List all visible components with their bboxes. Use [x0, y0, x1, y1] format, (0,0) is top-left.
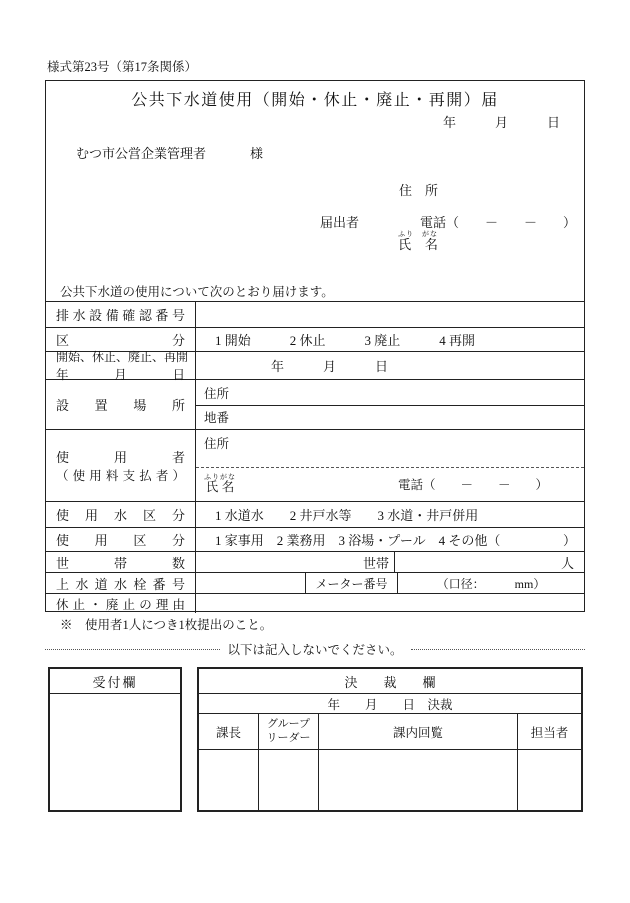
row-change-date	[46, 350, 584, 382]
reception-stamp-area	[50, 694, 180, 810]
user-name-subcell	[196, 468, 584, 500]
approval-stamp-staff	[518, 750, 581, 810]
divider-dotted-line-left	[45, 649, 220, 650]
form-number: 様式第23号（第17条関係）	[47, 60, 198, 74]
submission-note: ※ 使用者1人につき1枚提出のこと。	[60, 618, 273, 632]
approval-stamp-group-leader	[259, 750, 319, 810]
approval-col-group-leader: グループ リーダー	[259, 714, 319, 749]
form-table	[46, 301, 584, 613]
divider-text: 以下は記入しないでください。	[227, 643, 403, 657]
faucet-number-blank-cell	[196, 573, 306, 593]
reason-value-cell	[196, 594, 584, 613]
approval-box	[197, 667, 583, 812]
water-source-label-cell: 使用水区分	[46, 502, 196, 527]
declarant-name-label	[398, 230, 438, 253]
approval-col-circulation: 課内回覧	[319, 714, 518, 749]
addressee-honorific: 様	[250, 146, 264, 161]
row-installation-location	[46, 379, 584, 429]
location-address-subcell: 住所	[196, 380, 584, 406]
approval-stamp-section-chief	[199, 750, 259, 810]
main-form-box	[45, 80, 585, 612]
declarant-address-label: 住 所	[399, 183, 439, 198]
change-date-label-cell: 開始、休止、廃止、再開 年月日	[46, 352, 196, 379]
approval-title: 決 裁 欄	[199, 669, 581, 694]
approval-stamp-row	[199, 750, 581, 810]
approval-date-line: 年 月 日 決裁	[199, 694, 581, 714]
user-phone-label: 電話（ － － ）	[397, 478, 548, 492]
user-label-cell: 使用者 （使用料支払者）	[46, 430, 196, 501]
declarant-phone-label: 電話（ － － ）	[419, 215, 576, 230]
do-not-fill-divider	[45, 640, 585, 658]
household-unit-right-cell: 人	[560, 555, 574, 571]
row-use-category	[46, 527, 584, 551]
category-options-cell: 1 開始 2 休止 3 廃止 4 再開	[215, 333, 476, 348]
use-category-label-cell: 使用区分	[46, 528, 196, 551]
row-household-count	[46, 551, 584, 572]
reception-title: 受付欄	[50, 669, 180, 694]
drainage-number-label-cell: 排水設備確認番号	[46, 302, 196, 327]
water-source-options-cell: 1 水道水 2 井戸水等 3 水道・井戸併用	[215, 508, 479, 523]
approval-col-staff: 担当者	[530, 725, 569, 740]
household-unit-left-cell: 世帯	[196, 552, 395, 572]
location-value-cell	[196, 380, 584, 429]
drainage-number-value-cell	[196, 302, 584, 327]
user-value-cell	[196, 430, 584, 501]
household-label-cell: 世帯数	[46, 552, 196, 572]
faucet-label-cell: 上水道水栓番号	[46, 573, 196, 593]
location-lot-subcell: 地番	[204, 411, 230, 425]
use-category-close-paren: ）	[562, 533, 576, 548]
location-label-cell: 設置場所	[46, 380, 196, 429]
declarant-name-ruby: 氏 名ふり がな	[398, 230, 438, 252]
addressee-line	[76, 143, 263, 162]
meter-number-label-cell: メーター番号	[306, 573, 398, 593]
user-address-subcell: 住所	[196, 430, 584, 468]
change-date-value-cell: 年 月 日	[271, 359, 389, 374]
intro-sentence: 公共下水道の使用について次のとおり届けます。	[60, 285, 334, 299]
row-user	[46, 429, 584, 501]
declarant-label: 届出者	[320, 215, 360, 230]
approval-header-row	[199, 714, 581, 750]
reason-label-cell: 休止・廃止の理由	[46, 594, 196, 613]
row-water-faucet-number	[46, 572, 584, 593]
category-label-cell: 区分	[46, 328, 196, 351]
divider-dotted-line-right	[411, 649, 586, 650]
row-drainage-confirmation-number	[46, 301, 584, 327]
use-category-options-cell: 1 家事用 2 業務用 3 浴場・プール 4 その他（ ）	[196, 528, 584, 551]
approval-stamp-circulation	[319, 750, 518, 810]
row-water-source	[46, 501, 584, 527]
submission-date-line: 年 月 日	[442, 115, 560, 130]
row-suspension-reason	[46, 593, 584, 613]
caliber-cell: （口径： mm）	[436, 576, 546, 591]
user-name-ruby: 氏名ふりがな	[204, 473, 236, 494]
reception-box	[48, 667, 182, 812]
addressee-name: むつ市公営企業管理者	[76, 146, 207, 161]
faucet-value-cell	[196, 573, 584, 593]
approval-col-section-chief: 課長	[199, 714, 259, 749]
form-title: 公共下水道使用（開始・休止・廃止・再開）届	[131, 92, 499, 109]
household-value-cell	[196, 552, 584, 572]
